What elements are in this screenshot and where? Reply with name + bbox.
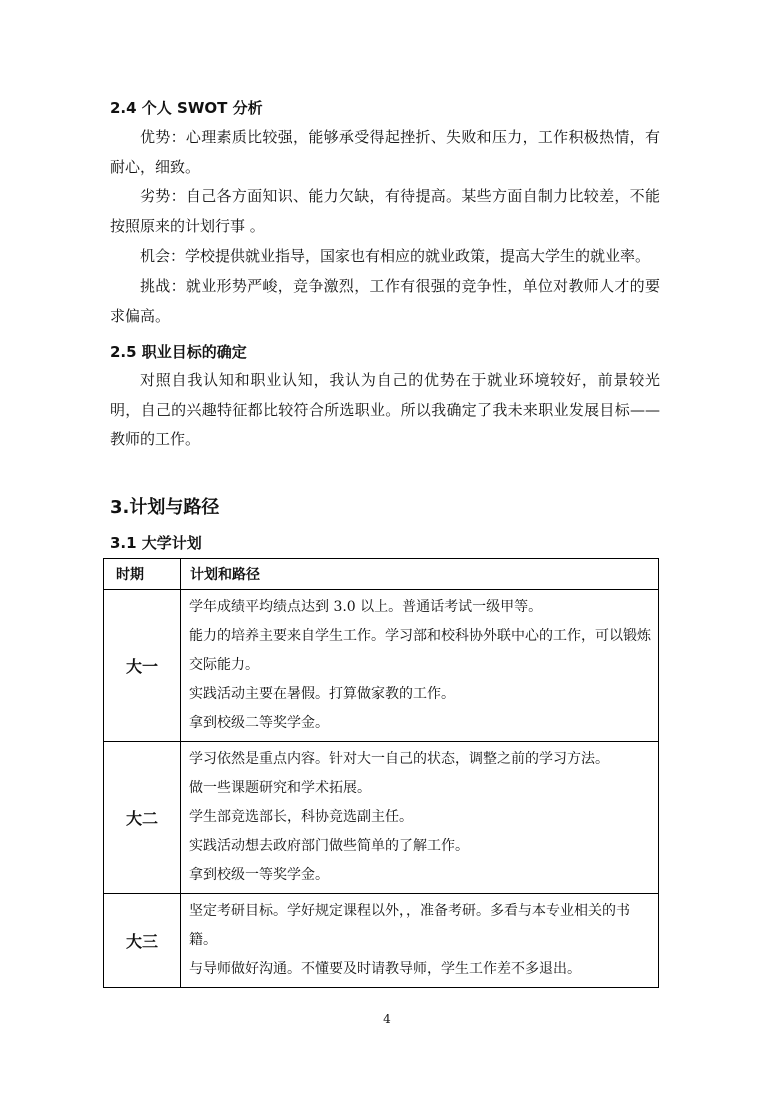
- career-goal-paragraph: 对照自我认知和职业认知，我认为自己的优势在于就业环境较好，前景较光明，自己的兴趣特征都比较符合所选职业。所以我确定了我未来职业发展目标——教师的工作。: [110, 371, 660, 448]
- plan-item: 能力的培养主要来自学生工作。学习部和校科协外联中心的工作，可以锻炼交际能力。: [189, 628, 651, 673]
- table-row-year-1: [104, 590, 659, 742]
- table-row-year-2: [104, 742, 659, 894]
- swot-threats-paragraph: 挑战：就业形势严峻，竞争激烈，工作有很强的竞争性，单位对教师人才的要求偏高。: [110, 277, 660, 325]
- plan-item: 做一些课题研究和学术拓展。: [189, 780, 371, 796]
- swot-weaknesses-paragraph: 劣势：自己各方面知识、能力欠缺，有待提高。某些方面自制力比较差，不能按照原来的计划行事 。: [110, 187, 660, 235]
- plan-item: 学习依然是重点内容。针对大一自己的状态，调整之前的学习方法。: [189, 751, 609, 767]
- period-cell: 大三: [104, 894, 181, 988]
- plan-item: 学生部竞选部长，科协竞选副主任。: [189, 809, 413, 825]
- section-heading-3: 3.计划与路径: [110, 497, 220, 518]
- plan-cell: [181, 590, 659, 742]
- plan-cell: [181, 742, 659, 894]
- table-header-row: [104, 559, 659, 590]
- section-heading-2-4: 2.4 个人 SWOT 分析: [110, 99, 263, 117]
- period-cell: 大一: [104, 590, 181, 742]
- swot-strengths-paragraph: 优势：心理素质比较强，能够承受得起挫折、失败和压力，工作积极热情，有耐心，细致。: [110, 128, 660, 176]
- section-heading-2-5: 2.5 职业目标的确定: [110, 343, 247, 361]
- plan-item: 与导师做好沟通。不懂要及时请教导师，学生工作差不多退出。: [189, 961, 581, 977]
- header-period: 时期: [104, 559, 181, 590]
- plan-item: 实践活动主要在暑假。打算做家教的工作。: [189, 686, 455, 702]
- plan-item: 实践活动想去政府部门做些简单的了解工作。: [189, 838, 469, 854]
- page-number: 4: [383, 1012, 391, 1026]
- plan-item: 拿到校级一等奖学金。: [189, 867, 329, 883]
- table-row-year-3: [104, 894, 659, 988]
- swot-opportunities-paragraph: 机会：学校提供就业指导，国家也有相应的就业政策，提高大学生的就业率。: [140, 247, 651, 265]
- period-cell: 大二: [104, 742, 181, 894]
- plan-item: 学年成绩平均绩点达到 3.0 以上。普通话考试一级甲等。: [189, 599, 543, 615]
- plan-item: 坚定考研目标。学好规定课程以外，，准备考研。多看与本专业相关的书籍。: [189, 903, 630, 948]
- section-heading-3-1: 3.1 大学计划: [110, 534, 202, 552]
- header-plan: 计划和路径: [181, 559, 659, 590]
- university-plan-table: [103, 558, 659, 988]
- plan-item: 拿到校级二等奖学金。: [189, 715, 329, 731]
- plan-cell: [181, 894, 659, 988]
